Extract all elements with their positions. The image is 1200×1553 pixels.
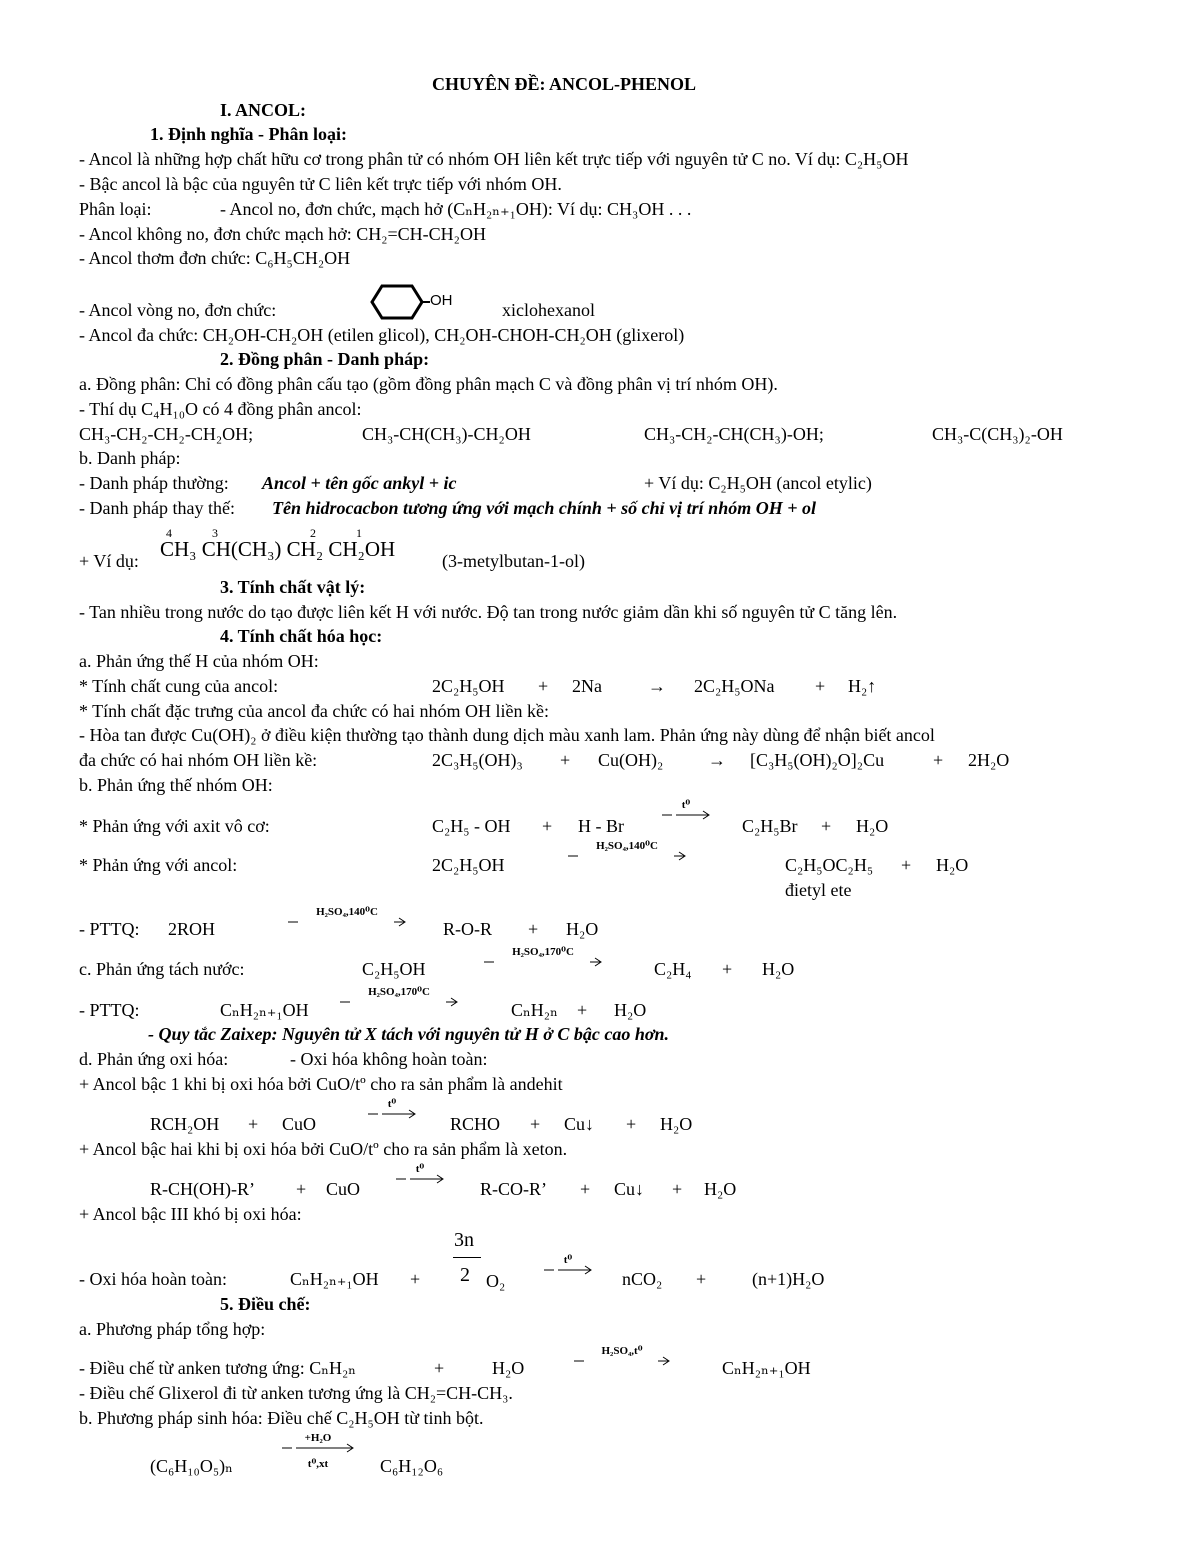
cyclohexane-ring-icon <box>362 282 432 322</box>
eq-term: + <box>542 816 553 836</box>
arrow-condition-below: t⁰,xt <box>307 1458 329 1470</box>
eq-term: RCHO <box>450 1114 501 1134</box>
text-line: - Ancol thơm đơn chức: C₆H₅CH₂OH <box>79 248 351 268</box>
text-line: + Ví dụ: C₂H₅OH (ancol etylic) <box>644 473 872 493</box>
text-line: - Ancol là những hợp chất hữu cơ trong phân tử có nhóm OH liên kết trực tiếp với nguyên tử C no. Ví dụ: C₂H₅OH <box>79 149 909 169</box>
eq-term: 2C₂H₅OH <box>432 855 505 875</box>
zaitsev-rule: - Quy tắc Zaixep: Nguyên tử X tách với nguyên tử H ở C bậc cao hơn. <box>148 1024 670 1044</box>
eq-term: + <box>821 816 832 836</box>
text-line: * Tính chất cung của ancol: <box>79 676 279 696</box>
eq-term: RCH₂OH <box>150 1114 220 1134</box>
text-line: a. Phản ứng thế H của nhóm OH: <box>79 651 319 671</box>
heading-dong-phan: 2. Đồng phân - Danh pháp: <box>220 349 430 369</box>
fraction-bar <box>453 1257 481 1258</box>
arrow-condition: H₂SO₄,t⁰ <box>601 1345 643 1357</box>
eq-term: H₂↑ <box>848 676 877 696</box>
heading-vat-ly: 3. Tính chất vật lý: <box>220 577 366 597</box>
text-line: c. Phản ứng tách nước: <box>79 959 245 979</box>
text-line: - Ancol không no, đơn chức mạch hở: CH₂=CH-CH₂OH <box>79 224 486 244</box>
text-line: - PTTQ: <box>79 919 140 939</box>
eq-term: H₂O <box>936 855 969 875</box>
eq-term: + <box>296 1179 307 1199</box>
reaction-arrow <box>280 1432 356 1472</box>
text-line: + Ancol bậc hai khi bị oxi hóa bởi CuO/tº cho ra sản phẩm là xeton. <box>79 1139 568 1159</box>
text-line: b. Danh pháp: <box>79 448 181 468</box>
eq-term: + <box>560 750 571 770</box>
reaction-arrow <box>366 1098 418 1128</box>
arrow-condition: H₂SO₄,140⁰C <box>596 840 658 852</box>
eq-term: CuO <box>326 1179 361 1199</box>
arrow-condition: H₂SO₄,140⁰C <box>316 906 378 918</box>
eq-term: O₂ <box>486 1271 506 1291</box>
eq-term: + <box>626 1114 637 1134</box>
eq-term: CₙH₂ₙ <box>511 1000 558 1020</box>
reaction-arrow <box>542 1254 594 1284</box>
isomer-2: CH₃-CH(CH₃)-CH₂OH <box>362 424 531 444</box>
text-line: * Phản ứng với ancol: <box>79 855 238 875</box>
eq-term: 2ROH <box>168 919 216 939</box>
eq-term: + <box>530 1114 541 1134</box>
isomer-1: CH₃-CH₂-CH₂-CH₂OH; <box>79 424 254 444</box>
reaction-arrow <box>482 946 604 976</box>
example-formula: CH₃ CH(CH₃) CH₂ CH₂OH <box>160 537 396 561</box>
arrow-condition: +H₂O <box>304 1432 332 1444</box>
heading-dieu-che: 5. Điều chế: <box>220 1294 311 1314</box>
arrow-condition: t⁰ <box>387 1098 397 1110</box>
text-line: - Ancol no, đơn chức, mạch hở (CₙH₂ₙ₊₁OH): Ví dụ: CH₃OH . . . <box>220 199 692 219</box>
eq-term: + <box>528 919 539 939</box>
eq-term: C₂H₄ <box>654 959 692 979</box>
text-line: - Điều chế Glixerol đi từ anken tương ứng là CH₂=CH-CH₃. <box>79 1383 513 1403</box>
eq-term: H - Br <box>578 816 624 836</box>
formula-substitutive-name: Tên hidrocacbon tương ứng với mạch chính + số chỉ vị trí nhóm OH + ol <box>272 498 816 518</box>
example-name: (3-metylbutan-1-ol) <box>442 551 585 571</box>
eq-term: R-O-R <box>443 919 492 939</box>
text-line: - Oxi hóa hoàn toàn: <box>79 1269 227 1289</box>
eq-term: H₂O <box>762 959 795 979</box>
eq-term: 2C₃H₅(OH)₃ <box>432 750 523 770</box>
arrow-condition: H₂SO₄,170⁰C <box>512 946 574 958</box>
eq-term: R-CH(OH)-R’ <box>150 1179 255 1199</box>
eq-term: nCO₂ <box>622 1269 663 1289</box>
eq-term: + <box>672 1179 683 1199</box>
eq-term: 2C₂H₅ONa <box>694 676 775 696</box>
eq-term: CuO <box>282 1114 317 1134</box>
section-ancol-heading: I. ANCOL: <box>220 100 307 120</box>
text-line: - Hòa tan được Cu(OH)₂ ở điều kiện thường tạo thành dung dịch màu xanh lam. Phản ứng này dùng để nhận biết ancol <box>79 725 935 745</box>
fraction-numerator: 3n <box>454 1229 474 1251</box>
text-line: - Bậc ancol là bậc của nguyên tử C liên kết trực tiếp với nhóm OH. <box>79 174 562 194</box>
text-line: * Phản ứng với axit vô cơ: <box>79 816 270 836</box>
text-line: a. Phương pháp tổng hợp: <box>79 1319 266 1339</box>
isomer-4: CH₃-C(CH₃)₂-OH <box>932 424 1063 444</box>
eq-term: CₙH₂ₙ₊₁OH <box>220 1000 309 1020</box>
text-line: - Danh pháp thường: <box>79 473 229 493</box>
text-line: d. Phản ứng oxi hóa: <box>79 1049 229 1069</box>
eq-term: C₂H₅ - OH <box>432 816 511 836</box>
eq-term: H₂O <box>566 919 599 939</box>
eq-term: (n+1)H₂O <box>752 1269 825 1289</box>
eq-term: H₂O <box>614 1000 647 1020</box>
eq-term: + <box>722 959 733 979</box>
eq-term: H₂O <box>660 1114 693 1134</box>
eq-term: C₂H₅Br <box>742 816 798 836</box>
reaction-arrow <box>286 906 408 936</box>
eq-term: + <box>577 1000 588 1020</box>
text-line: b. Phản ứng thế nhóm OH: <box>79 775 273 795</box>
eq-term: C₆H₁₂O₆ <box>380 1456 444 1476</box>
eq-term: + <box>580 1179 591 1199</box>
text-line: a. Đồng phân: Chỉ có đồng phân cấu tạo (gồm đồng phân mạch C và đồng phân vị trí nhóm OH). <box>79 374 778 394</box>
eq-term: Cu(OH)₂ <box>598 750 664 770</box>
text-line: - Tan nhiều trong nước do tạo được liên kết H với nước. Độ tan trong nước giảm dần khi số nguyên tử C tăng lên. <box>79 602 898 622</box>
locant-number: 4 <box>166 526 172 540</box>
eq-term: + <box>901 855 912 875</box>
eq-term: CₙH₂ₙ₊₁OH <box>722 1358 811 1378</box>
eq-term: + <box>815 676 826 696</box>
eq-term: 2C₂H₅OH <box>432 676 505 696</box>
eq-term: + <box>696 1269 707 1289</box>
eq-term: C₂H₅OH <box>362 959 426 979</box>
eq-term: [C₃H₅(OH)₂O]₂Cu <box>750 750 885 770</box>
reaction-arrow <box>660 799 712 829</box>
oh-label: OH <box>430 292 453 309</box>
text-line: - Điều chế từ anken tương ứng: CₙH₂ₙ <box>79 1358 357 1378</box>
eq-arrow: → <box>708 750 726 770</box>
eq-arrow: → <box>648 676 666 696</box>
formula-common-name: Ancol + tên gốc ankyl + ic <box>262 473 457 493</box>
eq-term: H₂O <box>704 1179 737 1199</box>
text-line: - Ancol vòng no, đơn chức: <box>79 300 277 320</box>
text-line: - Ancol đa chức: CH₂OH-CH₂OH (etilen glicol), CH₂OH-CHOH-CH₂OH (glixerol) <box>79 325 685 345</box>
text-line: - Danh pháp thay thế: <box>79 498 235 518</box>
eq-term: + <box>434 1358 445 1378</box>
eq-term: + <box>248 1114 259 1134</box>
text-line: + Ví dụ: <box>79 551 139 571</box>
reaction-arrow <box>394 1163 446 1193</box>
heading-hoa-hoc: 4. Tính chất hóa học: <box>220 626 383 646</box>
text-line: + Ancol bậc III khó bị oxi hóa: <box>79 1204 302 1224</box>
eq-term: R-CO-R’ <box>480 1179 547 1199</box>
heading-dinh-nghia: 1. Định nghĩa - Phân loại: <box>150 124 348 144</box>
eq-term: 2H₂O <box>968 750 1010 770</box>
reaction-arrow <box>572 1345 672 1375</box>
eq-term: Cu↓ <box>564 1114 595 1134</box>
text-line: Phân loại: <box>79 199 152 219</box>
text-line: xiclohexanol <box>502 300 595 320</box>
text-line: - Thí dụ C₄H₁₀O có 4 đồng phân ancol: <box>79 399 362 419</box>
eq-term: + <box>933 750 944 770</box>
eq-term: H₂O <box>856 816 889 836</box>
eq-term: 2Na <box>572 676 602 696</box>
text-line: đa chức có hai nhóm OH liền kề: <box>79 750 318 770</box>
fraction-denominator: 2 <box>460 1264 470 1286</box>
reaction-arrow <box>338 986 460 1016</box>
eq-term: H₂O <box>492 1358 525 1378</box>
text-line: + Ancol bậc 1 khi bị oxi hóa bởi CuO/tº cho ra sản phẩm là andehit <box>79 1074 563 1094</box>
isomer-3: CH₃-CH₂-CH(CH₃)-OH; <box>644 424 824 444</box>
reaction-arrow <box>566 840 688 870</box>
page-title: CHUYÊN ĐỀ: ANCOL-PHENOL <box>432 74 697 94</box>
eq-term: C₂H₅OC₂H₅ <box>785 855 874 875</box>
locant-number: 1 <box>356 526 362 540</box>
text-line: b. Phương pháp sinh hóa: Điều chế C₂H₅OH từ tinh bột. <box>79 1408 484 1428</box>
eq-term: CₙH₂ₙ₊₁OH <box>290 1269 379 1289</box>
text-line: * Tính chất đặc trưng của ancol đa chức có hai nhóm OH liền kề: <box>79 701 550 721</box>
eq-term: (C₆H₁₀O₅)ₙ <box>150 1456 233 1476</box>
eq-term: + <box>410 1269 421 1289</box>
arrow-condition: H₂SO₄,170⁰C <box>368 986 430 998</box>
text-line: - Oxi hóa không hoàn toàn: <box>290 1049 488 1069</box>
text-line: - PTTQ: <box>79 1000 140 1020</box>
eq-term: Cu↓ <box>614 1179 645 1199</box>
locant-number: 3 <box>212 526 218 540</box>
arrow-condition: t⁰ <box>681 799 691 811</box>
text-line: đietyl ete <box>785 880 852 900</box>
eq-term: + <box>538 676 549 696</box>
arrow-condition: t⁰ <box>563 1254 573 1266</box>
arrow-condition: t⁰ <box>415 1163 425 1175</box>
locant-number: 2 <box>310 526 316 540</box>
